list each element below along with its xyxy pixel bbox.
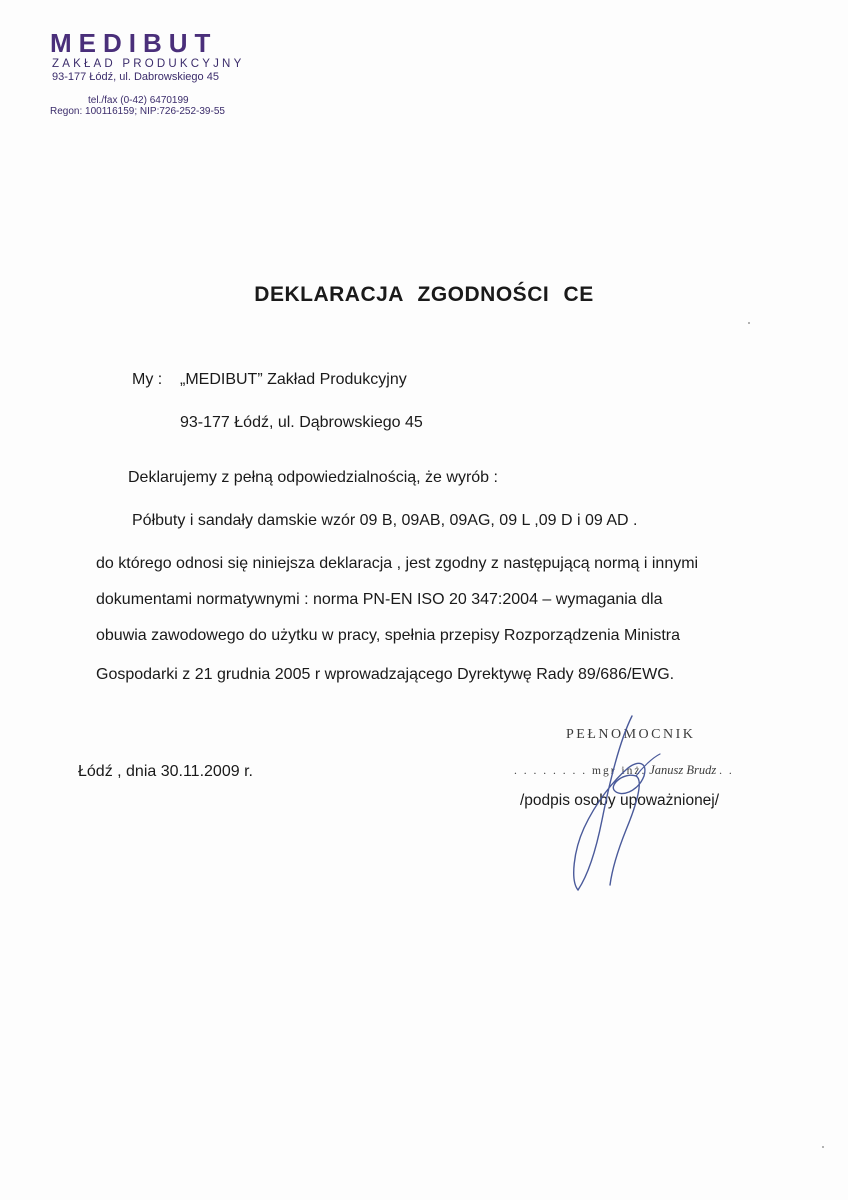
- product-description: Półbuty i sandały damskie wzór 09 B, 09AB, 09AG, 09 L ,09 D i 09 AD .: [132, 512, 638, 529]
- letterhead-regon: Regon: 100116159; NIP:726-252-39-55: [50, 106, 225, 117]
- paper-speck: [822, 1146, 824, 1148]
- stamp-name: Janusz Brudz: [649, 763, 717, 777]
- letterhead-phone: tel./fax (0-42) 6470199: [88, 95, 189, 106]
- declarant-label: My :: [132, 371, 163, 388]
- stamp-title: PEŁNOMOCNIK: [566, 727, 696, 742]
- declaration-intro: Deklarujemy z pełną odpowiedzialnością, że wyrób :: [128, 469, 498, 486]
- declaration-line-1: do którego odnosi się niniejsza deklaracja , jest zgodny z następującą normą i innymi: [96, 555, 699, 572]
- declaration-line-4: Gospodarki z 21 grudnia 2005 r wprowadzającego Dyrektywę Rady 89/686/EWG.: [96, 666, 675, 683]
- signature-caption: /podpis osoby upoważnionej/: [520, 792, 720, 809]
- place-and-date: Łódź , dnia 30.11.2009 r.: [78, 763, 253, 780]
- handwritten-signature: [540, 710, 700, 900]
- letterhead-address: 93-177 Łódź, ul. Dabrowskiego 45: [52, 71, 219, 83]
- letterhead: [48, 30, 268, 117]
- declaration-line-3: obuwia zawodowego do użytku w pracy, spełnia przepisy Rozporządzenia Ministra: [96, 627, 680, 644]
- letterhead-subtitle: ZAKŁAD PRODUKCYJNY: [52, 58, 245, 70]
- declaration-line-2: dokumentami normatywnymi : norma PN-EN ISO 20 347:2004 – wymagania dla: [96, 591, 663, 608]
- declarant-address: 93-177 Łódź, ul. Dąbrowskiego 45: [180, 414, 423, 431]
- paper-speck: [748, 322, 750, 324]
- document-title: DEKLARACJA ZGODNOŚCI CE: [254, 283, 594, 306]
- declarant-company: „MEDIBUT” Zakład Produkcyjny: [180, 371, 407, 388]
- stamp-dots-suffix: . .: [719, 765, 734, 777]
- stamp-name-prefix: . . . . . . . . mgr inż.: [514, 765, 647, 777]
- company-logo: MEDIBUT: [50, 28, 218, 58]
